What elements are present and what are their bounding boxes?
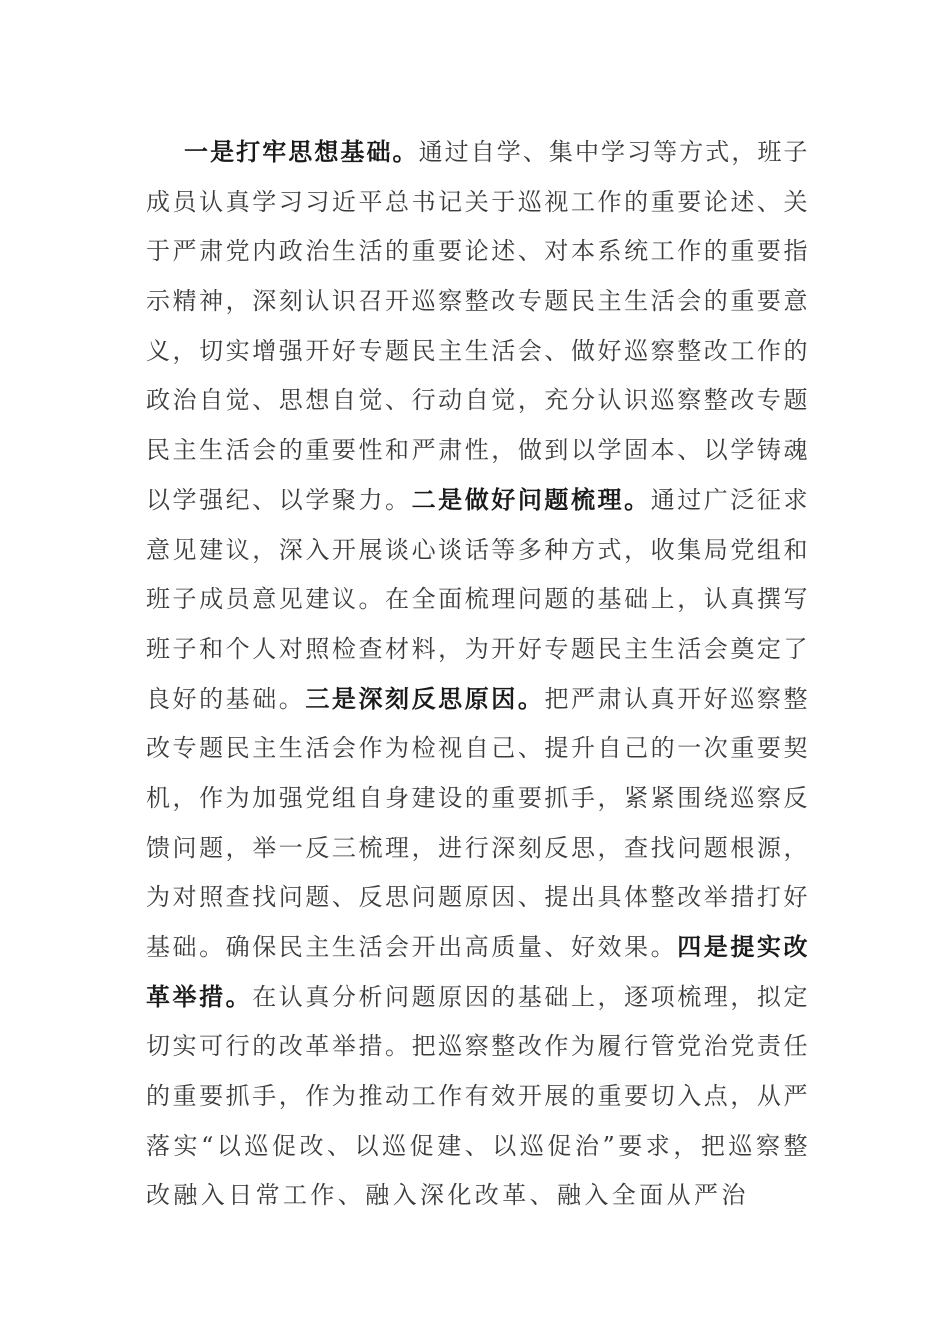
bold-heading-phrase: 二是做好问题梳理。 <box>411 485 651 514</box>
body-text: 民主生活会的重要性和严肃性，做到以学固本、以学铸魂 <box>146 436 808 465</box>
text-line <box>146 1022 808 1072</box>
text-line <box>146 327 808 377</box>
body-text: 示精神，深刻认识召开巡察整改专题民主生活会的重要意 <box>146 287 808 316</box>
body-text: 意见建议，深入开展谈心谈话等多种方式，收集局党组和 <box>146 535 808 564</box>
text-line <box>146 1072 808 1122</box>
body-text: 改融入日常工作、融入深化改革、融入全面从严治 <box>146 1181 749 1210</box>
body-text: 的重要抓手，作为推动工作有效开展的重要切入点，从严 <box>146 1082 808 1111</box>
body-text: 班子和个人对照检查材料，为开好专题民主生活会奠定了 <box>146 634 808 663</box>
body-text: 改专题民主生活会作为检视自己、提升自己的一次重要契 <box>146 734 808 763</box>
body-text: 通过自学、集中学习等方式，班子 <box>418 138 809 166</box>
body-text: 于严肃党内政治生活的重要论述、对本系统工作的重要指 <box>146 237 808 266</box>
body-text: 良好的基础。 <box>146 684 306 713</box>
text-line <box>146 227 808 277</box>
bold-heading-phrase: 一是打牢思想基础。 <box>184 138 419 166</box>
body-text: 成员认真学习习近平总书记关于巡视工作的重要论述、关 <box>146 187 808 216</box>
text-line <box>146 923 808 973</box>
body-text: 在认真分析问题原因的基础上，逐项梳理，拟定 <box>252 982 808 1011</box>
body-text: 切实可行的改革举措。把巡察整改作为履行管党治党责任 <box>146 1032 808 1061</box>
text-line <box>146 973 808 1023</box>
body-text: 落实“以巡促改、以巡促建、以巡促治”要求，把巡察整 <box>146 1131 808 1160</box>
body-text: 馈问题，举一反三梳理，进行深刻反思，查找问题根源， <box>146 833 808 862</box>
body-text: 政治自觉、思想自觉、行动自觉，充分认识巡察整改专题 <box>146 386 808 415</box>
text-line <box>146 1171 808 1221</box>
body-text: 班子成员意见建议。在全面梳理问题的基础上，认真撰写 <box>146 585 808 614</box>
text-line <box>146 724 808 774</box>
body-paragraph <box>146 128 808 1221</box>
body-text: 为对照查找问题、反思问题原因、提出具体整改举措打好 <box>146 883 808 912</box>
body-text: 基础。确保民主生活会开出高质量、好效果。 <box>146 933 678 961</box>
bold-heading-phrase: 革举措。 <box>146 982 253 1011</box>
body-text: 以学强纪、以学聚力。 <box>146 485 412 514</box>
text-line <box>146 426 808 476</box>
text-line <box>146 774 808 824</box>
text-line <box>146 376 808 426</box>
text-line <box>146 526 808 576</box>
body-text: 义，切实增强开好专题民主生活会、做好巡察整改工作的 <box>146 336 808 365</box>
text-line <box>146 824 808 874</box>
body-text: 通过广泛征求 <box>650 485 808 514</box>
body-text: 机，作为加强党组自身建设的重要抓手，紧紧围绕巡察反 <box>146 783 808 812</box>
bold-heading-phrase: 四是提实改 <box>677 933 808 961</box>
bold-heading-phrase: 三是深刻反思原因。 <box>305 684 545 713</box>
text-line <box>146 178 808 228</box>
body-text: 把严肃认真开好巡察整 <box>544 684 808 713</box>
text-line <box>146 277 808 327</box>
text-line <box>146 625 808 675</box>
text-line <box>146 873 808 923</box>
text-line <box>146 575 808 625</box>
text-line <box>146 476 808 526</box>
text-line <box>146 1122 808 1172</box>
text-line <box>146 128 808 178</box>
text-line <box>146 675 808 725</box>
